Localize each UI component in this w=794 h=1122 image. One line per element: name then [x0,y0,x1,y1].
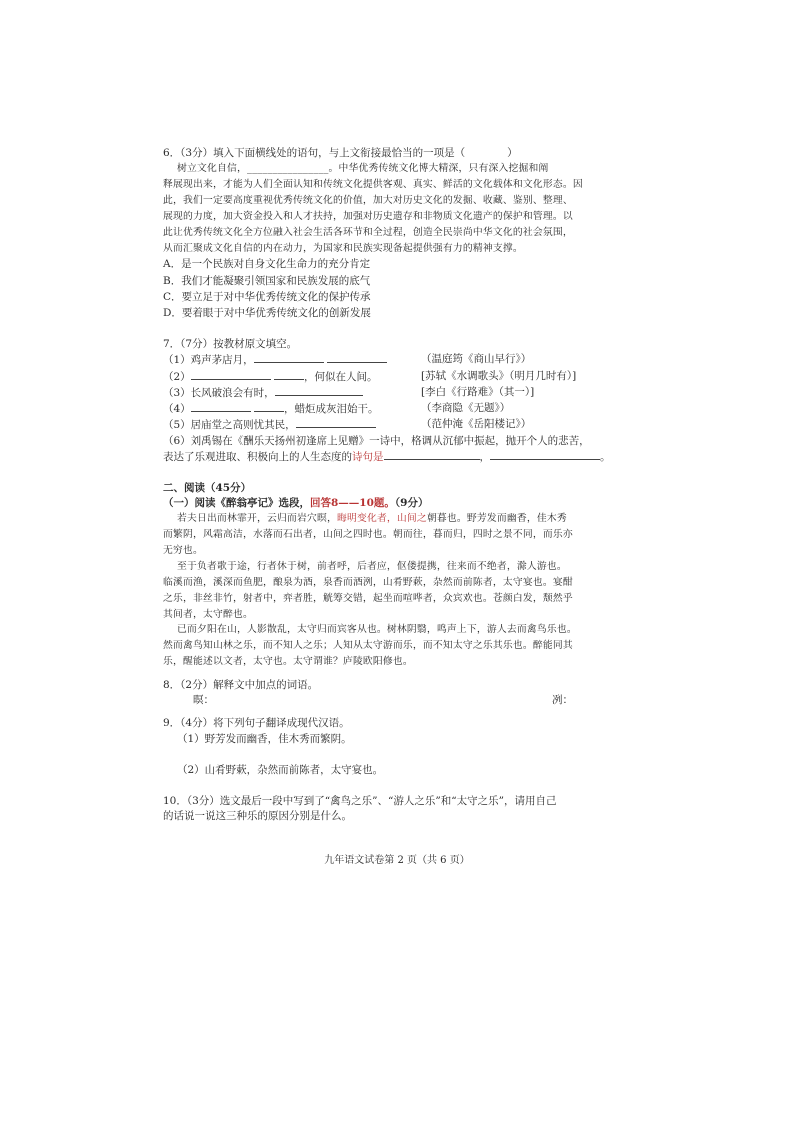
section-heading: 二、阅读（45分） [163,482,252,494]
passage-highlight: 晦明变化者，山间之 [336,513,427,525]
q7-row-2-tail: ，何似在人间。 [304,370,378,383]
passage-text: 若夫日出而林霏开，云归而岩穴暝， [177,513,337,525]
answer-blank[interactable] [275,385,363,396]
q7-row-1-text: （1）鸡声茅店月， [163,354,254,367]
answer-blank[interactable] [254,352,324,363]
q6-passage-line: 释展现出来，才能为人们全面认知和传统文化提供客观、真实、鲜活的文化载体和文化形态。因 [163,179,583,191]
q7-item-6-text: 表达了乐观进取、积极向上的人生态度的 [163,450,352,463]
q7-row-2 [163,369,633,385]
q9-stem: 9．（4分）将下列句子翻译成现代汉语。 [163,717,350,730]
q8-words [163,693,633,708]
q7-item-6-end: 。 [600,450,611,463]
question-8 [163,678,633,708]
q6-option-b[interactable]: B．我们才能凝聚引领国家和民族发展的底气 [163,274,371,287]
q7-row-5-text: （5）居庙堂之高则忧其民， [163,419,296,432]
q7-row-3-text: （3）长风破浪会有时， [163,386,275,399]
answer-blank[interactable] [296,417,376,428]
q7-stem: 7．（7分）按教材原文填空。 [163,338,298,351]
q7-item-6-red-text: 诗句是 [352,450,384,463]
q7-row-5 [163,417,633,433]
q8-word-2[interactable]: 冽： [552,694,573,707]
passage-line: 之乐，非丝非竹，射者中，弈者胜，觥筹交错，起坐而喧哗者，众宾欢也。苍颜白发，颓然乎 [163,592,573,604]
q7-row-3 [163,385,633,401]
answer-blank[interactable] [327,352,387,363]
q10-line-1: 10．（3分）选文最后一段中写到了“禽鸟之乐”、“游人之乐”和“太守之乐”，请用自己 [163,795,557,808]
q7-row-4-tail: ，蜡炬成灰泪始干。 [284,403,379,416]
answer-blank[interactable] [254,401,284,412]
passage-line: 而繁阴，风霜高洁，水落而石出者，山间之四时也。朝而往，暮而归，四时之景不同，而乐亦 [163,529,573,541]
q6-passage-line: 展现的力度，加大资金投入和人才扶持，加强对历史遗存和非物质文化遗产的保护和管理。以 [163,210,573,222]
passage-line: 至于负者歌于途，行者休于树，前者呼，后者应，伛偻提携，往来而不绝者，滁人游也。 [177,561,567,573]
exam-page [163,146,633,825]
q10-line-2[interactable]: 的话说一说这三种乐的原因分别是什么。 [163,810,352,823]
q9-sentence-1[interactable]: （1）野芳发而幽香，佳木秀而繁阴。 [177,732,352,745]
q6-option-d[interactable]: D．要着眼于对中华优秀传统文化的创新发展 [163,307,371,320]
passage-line: 然而禽鸟知山林之乐，而不知人之乐；人知从太守游而乐，而不知太守之乐其乐也。醉能同其 [163,640,573,652]
q7-item-6-line-1: （6）刘禹锡在《酬乐天扬州初逢席上见赠》一诗中，格调从沉郁中振起，抛开个人的悲苦， [163,434,590,447]
q9-sentence-2[interactable]: （2）山肴野蔌，杂然而前陈者，太守宴也。 [177,763,384,776]
q7-row-2-source: [苏轼《水调歌头》（明月几时有）] [421,369,577,382]
passage-line: 已而夕阳在山，人影散乱，太守归而宾客从也。树林阴翳，鸣声上下，游人去而禽鸟乐也。 [177,624,577,636]
subsection-points: （9分） [394,497,429,510]
q7-row-1 [163,352,633,368]
q6-stem: 6．（3分）填入下面横线处的语句，与上文衔接最恰当的一项是（ ） [163,147,518,159]
q7-row-3-source: [李白《行路难》（其一）] [421,385,535,398]
q6-passage [163,161,633,256]
page-footer: 九年语文试卷第 2 页（共 6 页） [324,855,470,866]
passage-text: 朝暮也。野芳发而幽香，佳木秀 [426,513,567,525]
subsection-title: （一）阅读《醉翁亭记》选段， [163,497,310,510]
q7-row-4-text: （4） [163,403,191,416]
passage-line: 临溪而渔，溪深而鱼肥，酿泉为酒，泉香而酒洌，山肴野蔌，杂然而前陈者，太守宴也。宴酣 [163,576,573,588]
subsection-instruction: 回答8——10题。 [310,497,395,510]
reading-passage [163,511,633,670]
question-9 [163,716,633,778]
q7-row-4-source: （李商隐《无题》） [421,402,511,415]
q6-option-c[interactable]: C．要立足于对中华优秀传统文化的保护传承 [163,290,371,303]
section-reading [163,481,633,670]
question-10 [163,794,633,824]
question-7 [163,337,633,465]
q8-word-1[interactable]: 暝： [193,694,214,707]
q8-stem: 8．（2分）解释文中加点的词语。 [163,679,319,692]
answer-blank[interactable] [274,369,304,380]
q7-row-1-source: （温庭筠《商山早行》） [421,353,532,366]
question-6 [163,146,633,321]
q7-row-5-source: （范仲淹《岳阳楼记》） [421,418,532,431]
q7-row-4 [163,401,633,417]
q7-item-6-separator: ， [479,450,490,463]
q6-passage-line: 从而汇聚成文化自信的内在动力，为国家和民族实现备起提供强有力的精神支撑。 [163,242,523,254]
q6-passage-line: 树立文化自信，________________。中华优秀传统文化博大精深，只有深入挖掘和阐 [177,163,549,175]
passage-line: 乐，醒能述以文者，太守也。太守谓谁？庐陵欧阳修也。 [163,656,413,668]
passage-line: 其间者，太守醉也。 [163,608,253,620]
q6-passage-line: 此让优秀传统文化全方位融入社会生活各环节和全过程，创造全民崇尚中华文化的社会氛围， [163,226,573,238]
passage-line [163,511,633,527]
q6-passage-line: 此，我们一定要高度重视优秀传统文化的价值，加大对历史文化的发掘、收藏、鉴别、整理、 [163,194,573,206]
subsection-heading [163,496,633,511]
passage-line: 无穷也。 [163,545,203,557]
answer-blank[interactable] [384,449,480,460]
q7-row-2-text: （2） [163,370,191,383]
q6-option-a[interactable]: A．是一个民族对自身文化生命力的充分肯定 [163,258,371,271]
answer-blank[interactable] [191,369,271,380]
answer-blank[interactable] [191,401,251,412]
q7-item-6-line-2 [163,449,633,465]
answer-blank[interactable] [490,449,600,460]
